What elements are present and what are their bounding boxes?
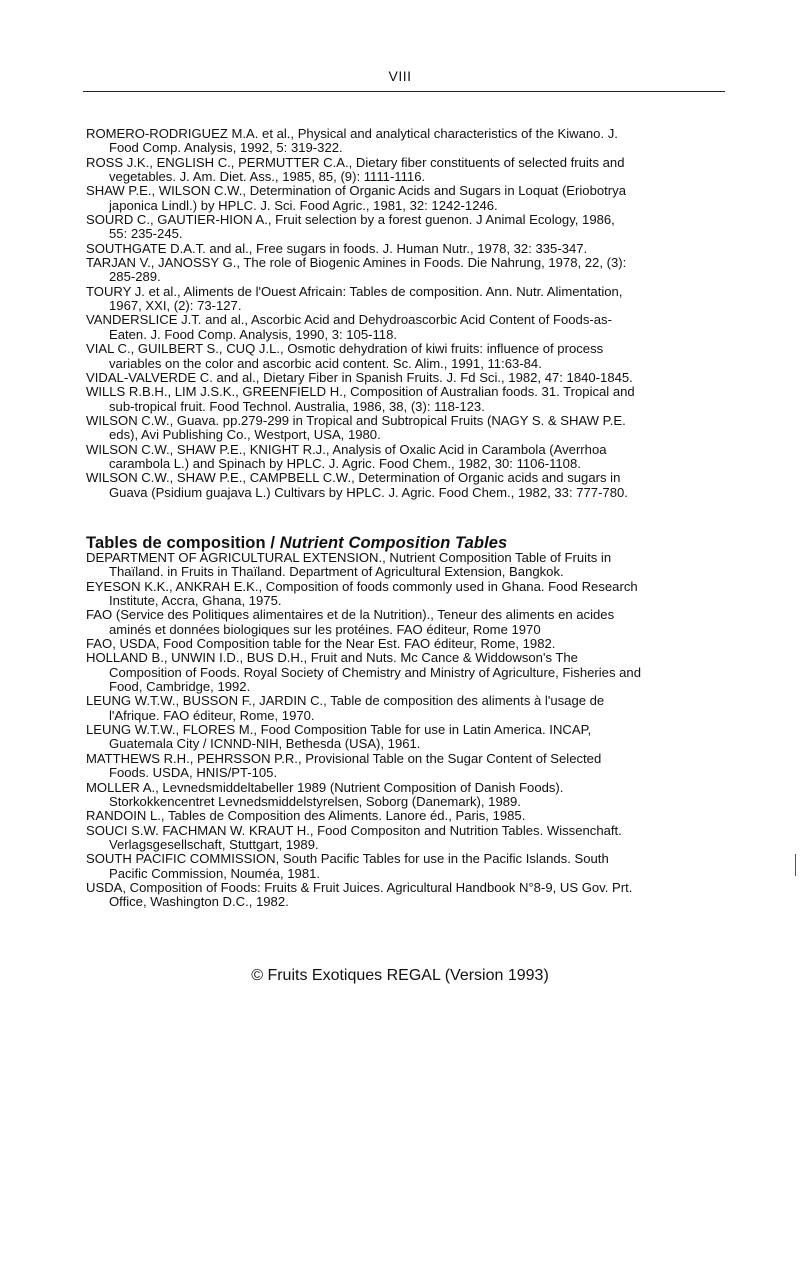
reference-line: USDA, Composition of Foods: Fruits & Fruit Juices. Agricultural Handbook N°8-9, US Gov. Prt. — [86, 879, 633, 895]
reference-continuation-line: 1967, XXI, (2): 73-127. — [109, 298, 242, 314]
side-mark — [795, 854, 796, 876]
section-title-italic: Nutrient Composition Tables — [279, 534, 508, 552]
reference-continuation-line: l'Afrique. FAO éditeur, Rome, 1970. — [109, 707, 315, 723]
reference-line: SOUTHGATE D.A.T. and al., Free sugars in foods. J. Human Nutr., 1978, 32: 335-347. — [86, 240, 588, 256]
reference-entry — [86, 852, 727, 881]
reference-line: TOURY J. et al., Aliments de l'Ouest Africain: Tables de composition. Ann. Nutr. Alimentation, — [86, 283, 623, 299]
reference-entry — [86, 881, 727, 910]
reference-continuation-line: Verlagsgesellschaft, Stuttgart, 1989. — [109, 836, 319, 852]
reference-entry — [86, 637, 727, 651]
reference-continuation-line: Thaïland. in Fruits in Thaïland. Department of Agricultural Extension, Bangkok. — [109, 564, 564, 580]
reference-entry — [86, 651, 727, 694]
reference-entry — [86, 471, 727, 500]
reference-continuation-line: Eaten. J. Food Comp. Analysis, 1990, 3: 105-118. — [109, 326, 397, 342]
reference-line: HOLLAND B., UNWIN I.D., BUS D.H., Fruit and Nuts. Mc Cance & Widdowson's The — [86, 650, 578, 666]
reference-continuation-line: eds), Avi Publishing Co., Westport, USA, 1980. — [109, 427, 381, 443]
reference-line: ROMERO-RODRIGUEZ M.A. et al., Physical and analytical characteristics of the Kiwano. J. — [86, 126, 618, 141]
reference-continuation-line: aminés et données biologiques sur les protéines. FAO éditeur, Rome 1970 — [109, 621, 541, 637]
reference-entry — [86, 213, 727, 242]
reference-entry — [86, 824, 727, 853]
reference-line: SOURD C., GAUTIER-HION A., Fruit selection by a forest guenon. J Animal Ecology, 1986, — [86, 212, 615, 228]
reference-entry — [86, 313, 727, 342]
section-title-normal: Tables de composition / — [86, 534, 280, 552]
reference-continuation-line: 285-289. — [109, 269, 161, 285]
reference-line: MOLLER A., Levnedsmiddeltabeller 1989 (Nutrient Composition of Danish Foods). — [86, 779, 564, 795]
reference-continuation-line: Guatemala City / ICNND-NIH, Bethesda (USA), 1961. — [109, 736, 421, 752]
reference-entry — [86, 285, 727, 314]
reference-line: LEUNG W.T.W., BUSSON F., JARDIN C., Table de composition des aliments à l'usage de — [86, 693, 605, 709]
reference-continuation-line: japonica Lindl.) by HPLC. J. Sci. Food Agric., 1981, 32: 1242-1246. — [109, 197, 498, 213]
reference-line: SOUCI S.W. FACHMAN W. KRAUT H., Food Compositon and Nutrition Tables. Wissenchaft. — [86, 822, 622, 838]
reference-entry — [86, 242, 727, 256]
reference-continuation-line: 55: 235-245. — [109, 226, 183, 242]
reference-continuation-line: variables on the color and ascorbic acid content. Sc. Alim., 1991, 11:63-84. — [109, 355, 542, 371]
reference-entry — [86, 342, 727, 371]
header-rule — [83, 91, 725, 92]
reference-continuation-line: sub-tropical fruit. Food Technol. Australia, 1986, 38, (3): 118-123. — [109, 398, 485, 414]
reference-continuation-line: carambola L.) and Spinach by HPLC. J. Agric. Food Chem., 1982, 30: 1106-1108. — [109, 455, 581, 471]
reference-line: VIDAL-VALVERDE C. and al., Dietary Fiber in Spanish Fruits. J. Fd Sci., 1982, 47: 1840-1845. — [86, 369, 633, 385]
reference-line: WILSON C.W., Guava. pp.279-299 in Tropical and Subtropical Fruits (NAGY S. & SHAW P.E. — [86, 412, 626, 428]
reference-continuation-line: Foods. USDA, HNIS/PT-105. — [109, 765, 278, 781]
reference-entry — [86, 608, 727, 637]
reference-line: FAO, USDA, Food Composition table for the Near Est. FAO éditeur, Rome, 1982. — [86, 636, 556, 652]
reference-entry — [86, 809, 727, 823]
reference-line: WILSON C.W., SHAW P.E., KNIGHT R.J., Analysis of Oxalic Acid in Carambola (Averrhoa — [86, 441, 607, 457]
reference-line: SHAW P.E., WILSON C.W., Determination of Organic Acids and Sugars in Loquat (Eriobotrya — [86, 183, 626, 199]
reference-continuation-line: Food, Cambridge, 1992. — [109, 679, 251, 695]
reference-continuation-line: Storkokkencentret Levnedsmiddelstyrelsen, Soborg (Danemark), 1989. — [109, 793, 521, 809]
reference-entry — [86, 752, 727, 781]
reference-continuation-line: Guava (Psidium guajava L.) Cultivars by HPLC. J. Agric. Food Chem., 1982, 33: 777-780. — [109, 484, 628, 500]
reference-entry — [86, 184, 727, 213]
reference-continuation-line: Food Comp. Analysis, 1992, 5: 319-322. — [109, 140, 343, 156]
reference-line: EYESON K.K., ANKRAH E.K., Composition of foods commonly used in Ghana. Food Research — [86, 578, 638, 594]
reference-entry — [86, 443, 727, 472]
reference-line: WILSON C.W., SHAW P.E., CAMPBELL C.W., Determination of Organic acids and sugars in — [86, 470, 621, 486]
reference-line: TARJAN V., JANOSSY G., The role of Biogenic Amines in Foods. Die Nahrung, 1978, 22, (3): — [86, 255, 627, 271]
reference-entry — [86, 723, 727, 752]
reference-continuation-line: Composition of Foods. Royal Society of Chemistry and Ministry of Agriculture, Fisheries and — [109, 664, 641, 680]
reference-line: SOUTH PACIFIC COMMISSION, South Pacific Tables for use in the Pacific Islands. South — [86, 851, 609, 867]
reference-line: VIAL C., GUILBERT S., CUQ J.L., Osmotic dehydration of kiwi fruits: influence of process — [86, 341, 604, 357]
reference-line: MATTHEWS R.H., PEHRSSON P.R., Provisional Table on the Sugar Content of Selected — [86, 750, 602, 766]
reference-line: LEUNG W.T.W., FLORES M., Food Composition Table for use in Latin America. INCAP, — [86, 722, 592, 738]
reference-line: RANDOIN L., Tables de Composition des Aliments. Lanore éd., Paris, 1985. — [86, 808, 526, 824]
reference-entry — [86, 580, 727, 609]
reference-entry — [86, 694, 727, 723]
reference-list-a — [86, 127, 727, 500]
reference-entry — [86, 414, 727, 443]
reference-continuation-line: Office, Washington D.C., 1982. — [109, 894, 289, 910]
reference-continuation-line: Institute, Accra, Ghana, 1975. — [109, 593, 282, 609]
reference-line: VANDERSLICE J.T. and al., Ascorbic Acid and Dehydroascorbic Acid Content of Foods-as- — [86, 312, 612, 328]
reference-continuation-line: vegetables. J. Am. Diet. Ass., 1985, 85, (9): 1111-1116. — [109, 169, 426, 185]
reference-list-b — [86, 551, 727, 910]
reference-line: FAO (Service des Politiques alimentaires et de la Nutrition)., Teneur des aliments en acides — [86, 607, 615, 623]
reference-entry — [86, 781, 727, 810]
footer-copyright: © Fruits Exotiques REGAL (Version 1993) — [251, 967, 549, 984]
reference-line: WILLS R.B.H., LIM J.S.K., GREENFIELD H., Composition of Australian foods. 31. Tropical and — [86, 384, 635, 400]
reference-entry — [86, 256, 727, 285]
reference-line: DEPARTMENT OF AGRICULTURAL EXTENSION., Nutrient Composition Table of Fruits in — [86, 550, 612, 565]
reference-continuation-line: Pacific Commission, Nouméa, 1981. — [109, 865, 321, 881]
reference-entry — [86, 551, 727, 580]
reference-line: ROSS J.K., ENGLISH C., PERMUTTER C.A., Dietary fiber constituents of selected fruits and — [86, 154, 625, 170]
reference-entry — [86, 371, 727, 385]
reference-entry — [86, 156, 727, 185]
page-number: VIII — [388, 68, 412, 84]
reference-entry — [86, 385, 727, 414]
reference-entry — [86, 127, 727, 156]
